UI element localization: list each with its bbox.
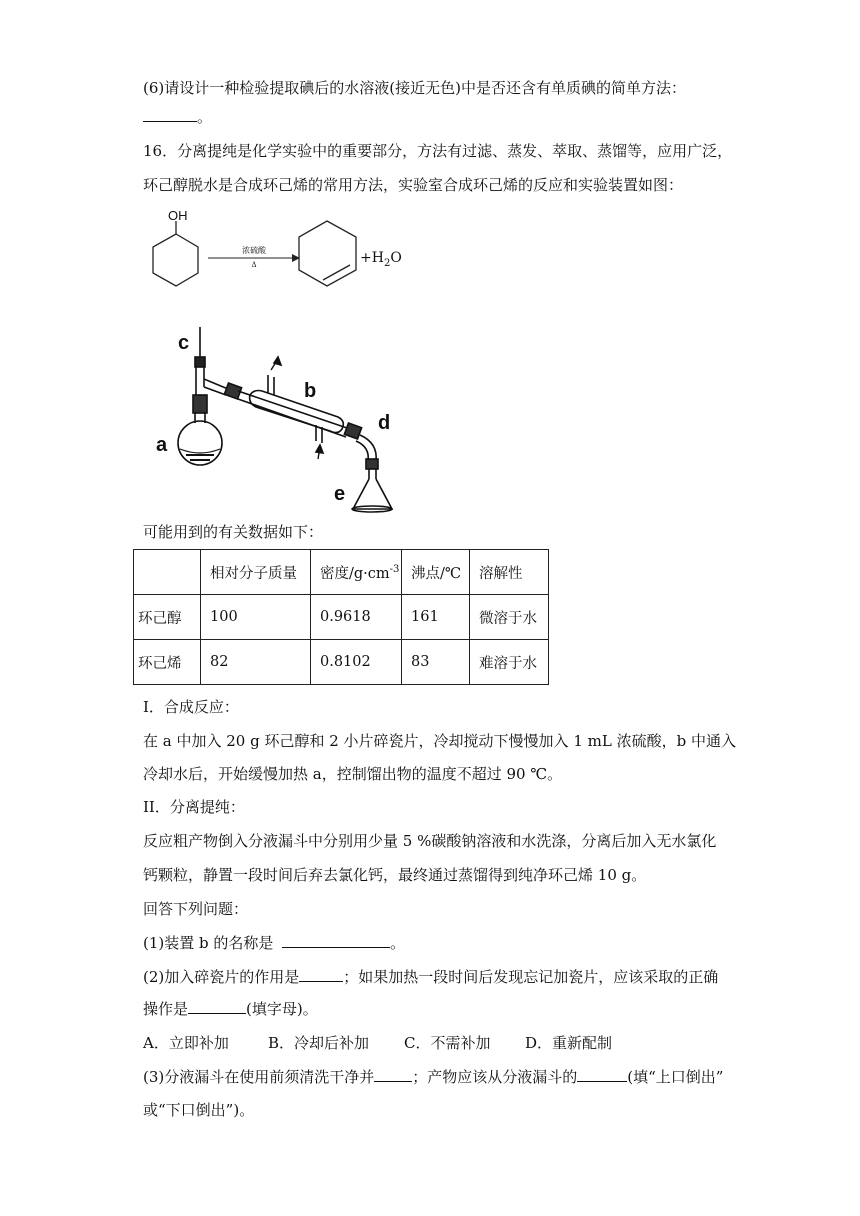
q2-answer-blank-2[interactable] (188, 999, 246, 1014)
flask-joint (193, 395, 207, 413)
option-d[interactable]: D．重新配制 (525, 1034, 613, 1052)
table-cell: 微溶于水 (470, 595, 549, 640)
table-cell: 0.9618 (311, 595, 402, 640)
q3-line1 (143, 1067, 723, 1087)
adapter-joint (366, 459, 378, 469)
q1-line (143, 933, 405, 953)
q3-text: (3)分液漏斗在使用前须清洗干净并 (143, 1068, 375, 1086)
table-row (134, 640, 549, 685)
option-a[interactable]: A．立即补加 (143, 1034, 229, 1052)
q2-text: (2)加入碎瓷片的作用是 (143, 968, 300, 986)
option-b[interactable]: B．冷却后补加 (268, 1034, 370, 1052)
part1-line2: 冷却水后，开始缓慢加热 a，控制馏出物的温度不超过 90 ℃。 (143, 765, 563, 783)
option-c[interactable]: C．不需补加 (404, 1034, 491, 1052)
q2-options (143, 1033, 612, 1053)
q2-line2-text: 操作是 (143, 1000, 189, 1018)
q2-line2-suffix: (填字母)。 (246, 1000, 318, 1018)
data-intro: 可能用到的有关数据如下： (143, 523, 324, 541)
q1-answer-blank[interactable] (282, 933, 390, 948)
conical-flask (353, 479, 392, 509)
table-cell: 难溶于水 (470, 640, 549, 685)
cyclohexene-double-bond (323, 265, 350, 280)
table-cell: 100 (201, 595, 311, 640)
q3-answer-blank-2[interactable] (577, 1067, 627, 1082)
table-cell: 83 (402, 640, 470, 685)
arrow-condition-top: 浓硫酸 (242, 246, 266, 255)
q3-mid: ；产物应该从分液漏斗的 (412, 1068, 578, 1086)
cyclohexene-ring (299, 221, 356, 286)
q2-line1 (143, 967, 718, 987)
q6-suffix: 。 (197, 108, 213, 126)
table-cell: 环己烯 (134, 640, 201, 685)
q3-line2: 或“下口倒出”)。 (143, 1101, 255, 1119)
q6-text: (6)请设计一种检验提取碘后的水溶液(接近无色)中是否还含有单质碘的简单方法： (143, 79, 686, 97)
table-header-cell: 密度$/g\cdot cm^{-3}$ (311, 550, 402, 595)
reaction-scheme (140, 208, 420, 308)
q1-suffix: 。 (390, 934, 406, 952)
table-header-cell: 沸点/℃ (402, 550, 470, 595)
label-c: c (178, 332, 190, 354)
q2-answer-blank-1[interactable] (299, 967, 343, 982)
q16-intro-line2: 环己醇脱水是合成环己烯的常用方法，实验室合成环己烯的反应和实验装置如图： (143, 176, 684, 194)
table-cell: 82 (201, 640, 311, 685)
label-e: e (334, 483, 346, 505)
cyclohexanol-ring (153, 234, 198, 286)
q1-text: (1)装置 b 的名称是 (143, 934, 274, 952)
joint-2 (344, 423, 361, 439)
part1-line1: 在 a 中加入 20 g 环己醇和 2 小片碎瓷片，冷却搅动下慢慢加入 1 mL 浓硫酸，b 中通入 (143, 732, 736, 750)
q2-line2 (143, 999, 318, 1019)
part1-title: I．合成反应： (143, 698, 239, 716)
thermometer-stopper (195, 357, 205, 367)
label-d: d (378, 412, 391, 434)
part2-line2: 钙颗粒，静置一段时间后弃去氯化钙，最终通过蒸馏得到纯净环己烯 10 g。 (143, 866, 647, 884)
distillation-apparatus (150, 325, 410, 515)
q6-answer-line (143, 107, 212, 127)
q3-suffix: (填“上口倒出” (627, 1068, 724, 1086)
table-header-row (134, 550, 549, 595)
properties-table (133, 549, 549, 685)
q16-intro-line1: 16．分离提纯是化学实验中的重要部分，方法有过滤、蒸发、萃取、蒸馏等，应用广泛， (143, 142, 733, 160)
water-product: $+H_2O$ (360, 250, 402, 269)
table-row (134, 595, 549, 640)
table-header-cell (134, 550, 201, 595)
label-b: b (304, 380, 317, 402)
label-a: a (156, 434, 168, 456)
oh-label: OH (168, 208, 188, 223)
part2-title: II．分离提纯： (143, 798, 245, 816)
arrow-condition-bottom: Δ (251, 261, 257, 269)
table-cell: 161 (402, 595, 470, 640)
q6-line (143, 78, 686, 98)
table-cell: 0.8102 (311, 640, 402, 685)
q6-answer-blank[interactable] (143, 107, 197, 122)
answer-intro: 回答下列问题： (143, 900, 249, 918)
part2-line1: 反应粗产物倒入分液漏斗中分别用少量 5 %碳酸钠溶液和水洗涤，分离后加入无水氯化 (143, 832, 717, 850)
round-bottom-flask (178, 421, 222, 465)
table-header-cell: 相对分子质量 (201, 550, 311, 595)
table-cell: 环己醇 (134, 595, 201, 640)
table-header-cell: 溶解性 (470, 550, 549, 595)
q2-mid: ；如果加热一段时间后发现忘记加瓷片，应该采取的正确 (343, 968, 719, 986)
q3-answer-blank-1[interactable] (374, 1067, 412, 1082)
